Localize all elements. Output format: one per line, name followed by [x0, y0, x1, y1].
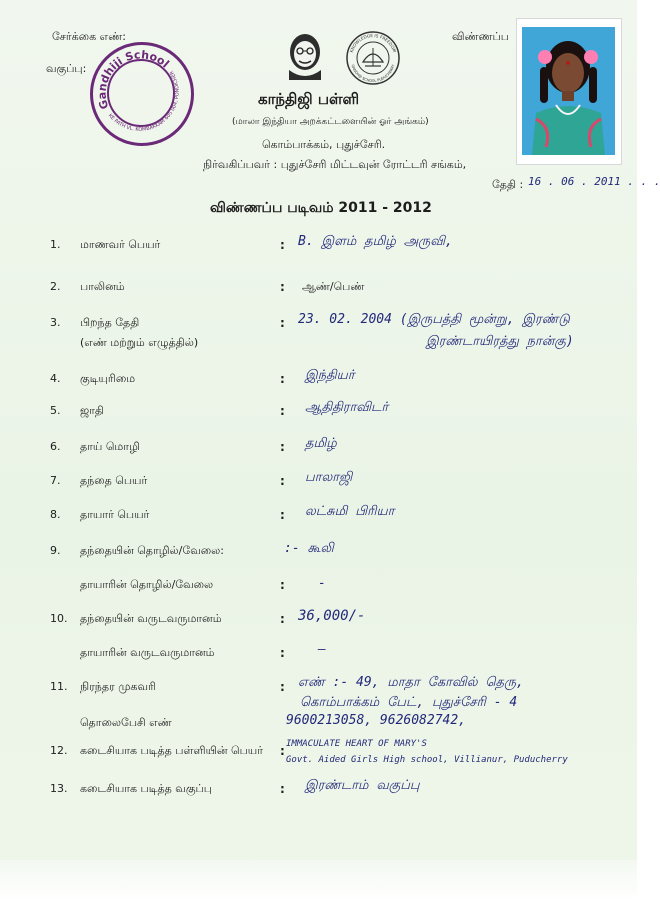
application-label: விண்ணப்ப — [452, 30, 509, 43]
class-label: வகுப்பு: — [46, 62, 87, 75]
svg-text:Gandhiji School — [90, 42, 174, 114]
date-value: 16 . 06 . 2011 . . . — [528, 175, 660, 188]
field-value: லட்சுமி பிரியா — [305, 504, 395, 519]
seal-emblem-icon — [345, 30, 401, 86]
field-value: IMMACULATE HEART OF MARY'S — [286, 739, 427, 749]
form-title: விண்ணப்ப படிவம் 2011 - 2012 — [210, 200, 432, 216]
field-value: 9600213058, 9626082742, — [286, 713, 467, 728]
field-value: B. இளம் தமிழ் அருவி, — [298, 234, 453, 249]
field-label: பிறந்த தேதி — [80, 316, 140, 329]
seal-subtitle: GANDHIJI SCHOOL PUDUCHERRY — [350, 63, 396, 84]
field-value-continued: Govt. Aided Girls High school, Villianur, Puducherry — [286, 755, 568, 765]
school-name: காந்திஜி பள்ளி — [258, 90, 360, 108]
school-seal — [345, 30, 401, 86]
gandhi-portrait-icon — [283, 30, 327, 80]
field-birth-date: 3. பிறந்த தேதி (எண் மற்றும் எழுத்தில்) : 23. 02. 2004 (இருபத்தி மூன்று, இரண்டு இரண்டாயிரத்து நான்கு) — [50, 312, 574, 349]
field-value: இரண்டாம் வகுப்பு — [305, 778, 420, 793]
field-value-continued: கொம்பாக்கம் பேட், புதுச்சேரி - 4 — [300, 695, 518, 710]
field-label: ஜாதி — [80, 404, 104, 417]
field-nationality: 4. குடியுரிமை : இந்தியர் — [50, 368, 355, 386]
field-label: தந்தையின் வருடவருமானம் — [80, 612, 222, 625]
field-label: தாயாரின் வருடவருமானம் — [80, 646, 215, 659]
field-label: கடைசியாக படித்த வகுப்பு — [80, 782, 212, 795]
field-value-continued: இரண்டாயிரத்து நான்கு) — [426, 334, 574, 349]
field-student-name: 1. மாணவர் பெயர் : B. இளம் தமிழ் அருவி, — [50, 234, 453, 252]
field-label: குடியுரிமை — [80, 372, 136, 385]
field-value: 23. 02. 2004 (இருபத்தி மூன்று, இரண்டு — [298, 312, 570, 327]
field-label: நிரந்தர முகவரி — [80, 680, 156, 693]
field-value: தமிழ் — [305, 436, 337, 451]
field-previous-class: 13. கடைசியாக படித்த வகுப்பு : இரண்டாம் வகுப்பு — [50, 778, 420, 796]
field-phone-number — [0, 713, 637, 740]
field-value: 36,000/- — [298, 608, 366, 624]
field-value: — — [318, 642, 326, 657]
field-label: பாலினம் — [80, 280, 125, 293]
field-permanent-address: 11. நிரந்தர முகவரி : எண் :- 49, மாதா கோவில் தெரு, கொம்பாக்கம் பேட், புதுச்சேரி - 4 — [50, 675, 524, 710]
location-line: கொம்பாக்கம், புதுச்சேரி. — [262, 138, 386, 151]
field-value: பாலாஜி — [305, 470, 353, 485]
stamp-subtitle: LAKE PATH VL. KOMBAKKAM 605 004, PONDICHERRY — [106, 69, 181, 133]
field-label: தந்தை பெயர் — [80, 474, 148, 487]
field-label: தாய் மொழி — [80, 440, 140, 453]
field-label: மாணவர் பெயர் — [80, 238, 161, 251]
field-label: தொலைபேசி எண் — [80, 716, 172, 729]
admission-number-label: சேர்க்கை எண்: — [52, 30, 126, 43]
field-mother-tongue: 6. தாய் மொழி : தமிழ் — [50, 436, 337, 454]
field-value: எண் :- 49, மாதா கோவில் தெரு, — [298, 675, 524, 690]
field-father-occupation: 9. தந்தையின் தொழில்/வேலை: :- கூலி — [50, 541, 334, 557]
field-label-sub: (எண் மற்றும் எழுத்தில்) — [80, 336, 199, 349]
field-label: கடைசியாக படித்த பள்ளியின் பெயர் — [80, 744, 263, 757]
field-mother-name: 8. தாயார் பெயர் : லட்சுமி பிரியா — [50, 504, 395, 522]
field-father-name: 7. தந்தை பெயர் : பாலாஜி — [50, 470, 353, 488]
student-portrait-icon — [522, 27, 615, 155]
seal-motto: KNOWLEDGE IS FREEDOM — [348, 32, 398, 54]
stamp-title: Gandhiji School — [95, 48, 172, 111]
field-value: :- கூலி — [284, 541, 334, 556]
field-value: ஆண்/பெண் — [302, 280, 365, 293]
field-value: - — [318, 576, 326, 591]
field-label: தந்தையின் தொழில்/வேலை: — [80, 544, 224, 557]
field-gender: 2. பாலினம் : ஆண்/பெண் — [50, 280, 365, 294]
date-label: தேதி : — [492, 178, 524, 191]
field-mother-income: தாயாரின் வருடவருமானம் : — — [80, 642, 326, 660]
field-value: ஆதிதிராவிடர் — [305, 400, 389, 415]
field-father-income: 10. தந்தையின் வருடவருமானம் : 36,000/- — [50, 608, 366, 626]
field-label: தாயார் பெயர் — [80, 508, 150, 521]
student-photo — [516, 18, 622, 165]
field-label: தாயாரின் தொழில்/வேலை — [80, 578, 214, 591]
trust-line: (மாலா இந்தியா அறக்கட்டளையின் ஓர் அங்கம்) — [232, 117, 429, 127]
field-previous-school: 12. கடைசியாக படித்த பள்ளியின் பெயர் : IMMACULATE HEART OF MARY'S Govt. Aided Girls High school, Villianur, Puducherry — [50, 739, 568, 765]
school-stamp — [90, 42, 194, 146]
administrator-line: நிர்வகிப்பவர் : புதுச்சேரி மிட்டவுன் ரோட்டரி சங்கம், — [203, 158, 467, 171]
field-mother-occupation: தாயாரின் தொழில்/வேலை : - — [80, 576, 326, 592]
field-caste: 5. ஜாதி : ஆதிதிராவிடர் — [50, 400, 389, 418]
field-value: இந்தியர் — [305, 368, 355, 383]
stamp-ring-text-icon — [90, 42, 188, 140]
